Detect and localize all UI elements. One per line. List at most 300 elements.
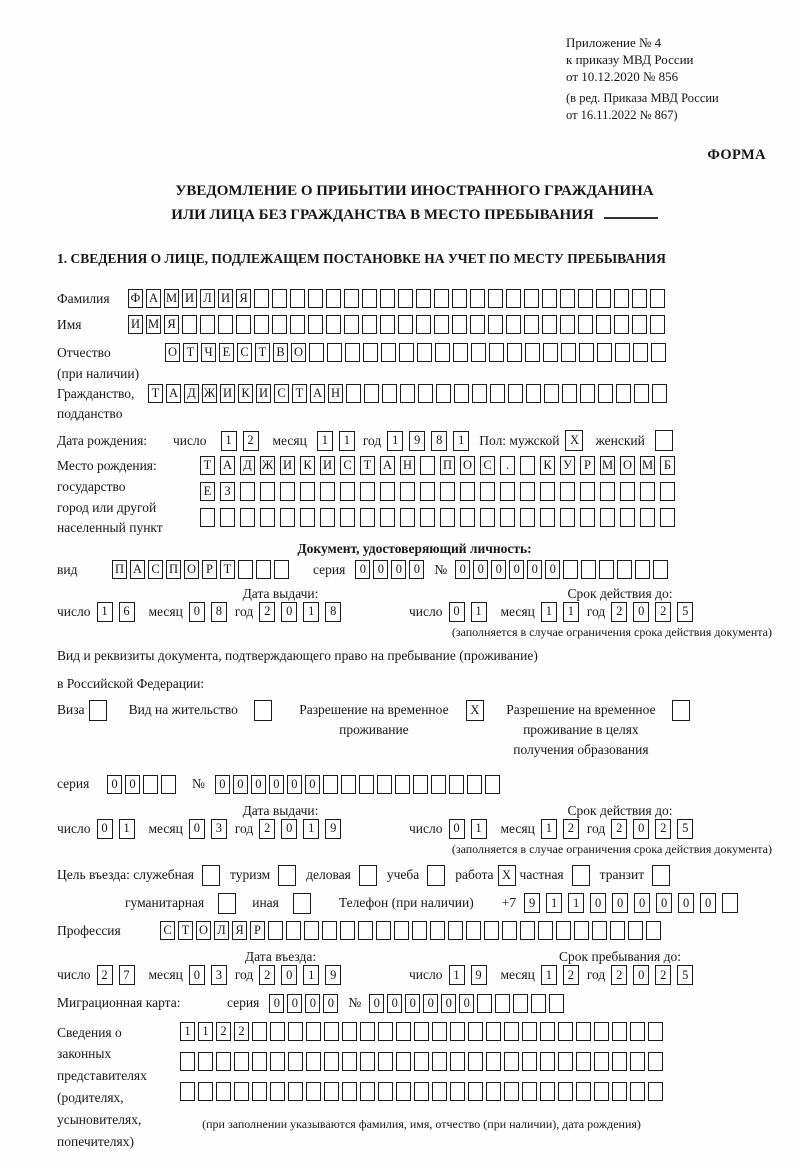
- form-cell[interactable]: [216, 1052, 231, 1071]
- form-cell[interactable]: [346, 384, 361, 403]
- form-cell[interactable]: И: [182, 289, 197, 308]
- form-cell[interactable]: [543, 343, 558, 362]
- form-cell[interactable]: [540, 482, 555, 501]
- form-cell[interactable]: [596, 289, 611, 308]
- form-cell[interactable]: [434, 315, 449, 334]
- form-cell[interactable]: Ж: [260, 456, 275, 475]
- form-cell[interactable]: С: [274, 384, 289, 403]
- form-cell[interactable]: 2: [234, 1022, 249, 1041]
- form-cell[interactable]: [558, 1082, 573, 1101]
- form-cell[interactable]: [340, 921, 355, 940]
- form-cell[interactable]: 0: [409, 560, 424, 579]
- form-cell[interactable]: 0: [305, 994, 320, 1013]
- form-cell[interactable]: [468, 1082, 483, 1101]
- form-cell[interactable]: [89, 700, 107, 721]
- form-cell[interactable]: [660, 482, 675, 501]
- form-cell[interactable]: [414, 1082, 429, 1101]
- form-cell[interactable]: [635, 560, 650, 579]
- form-cell[interactable]: 6: [119, 602, 135, 622]
- form-cell[interactable]: [549, 994, 564, 1013]
- form-cell[interactable]: [489, 343, 504, 362]
- form-cell[interactable]: 1: [303, 602, 319, 622]
- form-cell[interactable]: 0: [441, 994, 456, 1013]
- form-cell[interactable]: Н: [400, 456, 415, 475]
- form-cell[interactable]: [648, 1082, 663, 1101]
- form-cell[interactable]: [524, 315, 539, 334]
- form-cell[interactable]: 2: [216, 1022, 231, 1041]
- form-cell[interactable]: [290, 315, 305, 334]
- form-cell[interactable]: [614, 315, 629, 334]
- form-cell[interactable]: [161, 775, 176, 794]
- form-cell[interactable]: [488, 315, 503, 334]
- form-cell[interactable]: [572, 865, 590, 886]
- form-cell[interactable]: [326, 315, 341, 334]
- form-cell[interactable]: [472, 384, 487, 403]
- form-cell[interactable]: [531, 994, 546, 1013]
- form-cell[interactable]: [560, 315, 575, 334]
- form-cell[interactable]: [256, 560, 271, 579]
- form-cell[interactable]: [416, 289, 431, 308]
- form-cell[interactable]: [486, 1082, 501, 1101]
- form-cell[interactable]: [376, 921, 391, 940]
- form-cell[interactable]: 0: [269, 994, 284, 1013]
- form-cell[interactable]: [342, 1052, 357, 1071]
- form-cell[interactable]: [594, 1022, 609, 1041]
- form-cell[interactable]: [378, 1082, 393, 1101]
- form-cell[interactable]: Ж: [202, 384, 217, 403]
- form-cell[interactable]: 1: [563, 602, 579, 622]
- form-cell[interactable]: [431, 775, 446, 794]
- form-cell[interactable]: Л: [214, 921, 229, 940]
- form-cell[interactable]: 1: [339, 431, 355, 451]
- form-cell[interactable]: [576, 1082, 591, 1101]
- form-cell[interactable]: [414, 1022, 429, 1041]
- form-cell[interactable]: 5: [677, 819, 693, 839]
- form-cell[interactable]: [513, 994, 528, 1013]
- form-cell[interactable]: [288, 1022, 303, 1041]
- form-cell[interactable]: [396, 1082, 411, 1101]
- form-cell[interactable]: [418, 384, 433, 403]
- form-cell[interactable]: [306, 1022, 321, 1041]
- form-cell[interactable]: 9: [409, 431, 425, 451]
- form-cell[interactable]: 1: [453, 431, 469, 451]
- form-cell[interactable]: [270, 1052, 285, 1071]
- form-cell[interactable]: [672, 700, 690, 721]
- form-cell[interactable]: [308, 289, 323, 308]
- form-cell[interactable]: П: [166, 560, 181, 579]
- form-cell[interactable]: [182, 315, 197, 334]
- form-cell[interactable]: [486, 1022, 501, 1041]
- form-cell[interactable]: К: [540, 456, 555, 475]
- form-cell[interactable]: X: [466, 700, 484, 721]
- form-cell[interactable]: 0: [633, 965, 649, 985]
- form-cell[interactable]: О: [291, 343, 306, 362]
- form-cell[interactable]: А: [130, 560, 145, 579]
- form-cell[interactable]: 2: [563, 819, 579, 839]
- form-cell[interactable]: 0: [391, 560, 406, 579]
- form-cell[interactable]: [540, 508, 555, 527]
- form-cell[interactable]: 2: [655, 819, 671, 839]
- form-cell[interactable]: [596, 315, 611, 334]
- form-cell[interactable]: В: [273, 343, 288, 362]
- form-cell[interactable]: 2: [611, 602, 627, 622]
- form-cell[interactable]: [653, 560, 668, 579]
- form-cell[interactable]: А: [380, 456, 395, 475]
- form-cell[interactable]: [342, 1082, 357, 1101]
- form-cell[interactable]: [453, 343, 468, 362]
- form-cell[interactable]: [252, 1082, 267, 1101]
- form-cell[interactable]: 1: [541, 819, 557, 839]
- form-cell[interactable]: Л: [200, 289, 215, 308]
- form-cell[interactable]: [540, 1022, 555, 1041]
- form-cell[interactable]: .: [500, 456, 515, 475]
- form-cell[interactable]: [594, 1052, 609, 1071]
- form-cell[interactable]: 0: [449, 602, 465, 622]
- form-cell[interactable]: Я: [236, 289, 251, 308]
- form-cell[interactable]: [560, 508, 575, 527]
- form-cell[interactable]: [200, 315, 215, 334]
- form-cell[interactable]: [270, 1022, 285, 1041]
- form-cell[interactable]: [272, 289, 287, 308]
- form-cell[interactable]: 0: [405, 994, 420, 1013]
- form-cell[interactable]: [525, 343, 540, 362]
- form-cell[interactable]: [630, 1052, 645, 1071]
- form-cell[interactable]: [324, 1082, 339, 1101]
- form-cell[interactable]: 2: [563, 965, 579, 985]
- form-cell[interactable]: П: [112, 560, 127, 579]
- form-cell[interactable]: Е: [219, 343, 234, 362]
- form-cell[interactable]: 2: [611, 965, 627, 985]
- form-cell[interactable]: 0: [545, 560, 560, 579]
- form-cell[interactable]: [396, 1022, 411, 1041]
- form-cell[interactable]: 3: [211, 965, 227, 985]
- form-cell[interactable]: [504, 1052, 519, 1071]
- form-cell[interactable]: [436, 384, 451, 403]
- form-cell[interactable]: [362, 289, 377, 308]
- form-cell[interactable]: Д: [240, 456, 255, 475]
- form-cell[interactable]: [378, 1052, 393, 1071]
- form-cell[interactable]: 0: [387, 994, 402, 1013]
- form-cell[interactable]: [202, 865, 220, 886]
- form-cell[interactable]: [398, 315, 413, 334]
- form-cell[interactable]: [440, 482, 455, 501]
- form-cell[interactable]: [358, 921, 373, 940]
- form-cell[interactable]: [324, 1022, 339, 1041]
- form-cell[interactable]: [580, 384, 595, 403]
- form-cell[interactable]: 0: [287, 994, 302, 1013]
- form-cell[interactable]: З: [220, 482, 235, 501]
- form-cell[interactable]: [320, 482, 335, 501]
- form-cell[interactable]: 0: [590, 893, 606, 913]
- form-cell[interactable]: 1: [303, 819, 319, 839]
- form-cell[interactable]: [400, 482, 415, 501]
- form-cell[interactable]: [600, 508, 615, 527]
- form-cell[interactable]: С: [340, 456, 355, 475]
- form-cell[interactable]: 1: [198, 1022, 213, 1041]
- form-cell[interactable]: [648, 1052, 663, 1071]
- form-cell[interactable]: [327, 343, 342, 362]
- form-cell[interactable]: [300, 482, 315, 501]
- form-cell[interactable]: 2: [611, 819, 627, 839]
- form-cell[interactable]: [359, 865, 377, 886]
- form-cell[interactable]: С: [480, 456, 495, 475]
- form-cell[interactable]: [610, 921, 625, 940]
- form-cell[interactable]: [395, 775, 410, 794]
- form-cell[interactable]: [520, 482, 535, 501]
- form-cell[interactable]: [254, 289, 269, 308]
- form-cell[interactable]: [432, 1082, 447, 1101]
- form-cell[interactable]: [400, 508, 415, 527]
- form-cell[interactable]: [562, 384, 577, 403]
- form-cell[interactable]: [454, 384, 469, 403]
- form-cell[interactable]: [435, 343, 450, 362]
- form-cell[interactable]: 0: [251, 775, 266, 794]
- form-cell[interactable]: [268, 921, 283, 940]
- form-cell[interactable]: [432, 1052, 447, 1071]
- form-cell[interactable]: И: [320, 456, 335, 475]
- form-cell[interactable]: 0: [269, 775, 284, 794]
- form-cell[interactable]: Р: [202, 560, 217, 579]
- form-cell[interactable]: [413, 775, 428, 794]
- form-cell[interactable]: 0: [633, 602, 649, 622]
- form-cell[interactable]: [470, 315, 485, 334]
- form-cell[interactable]: [508, 384, 523, 403]
- form-cell[interactable]: [293, 893, 311, 914]
- form-cell[interactable]: 7: [119, 965, 135, 985]
- form-cell[interactable]: [452, 289, 467, 308]
- form-cell[interactable]: [579, 343, 594, 362]
- form-cell[interactable]: [520, 508, 535, 527]
- form-cell[interactable]: [448, 921, 463, 940]
- form-cell[interactable]: [630, 1022, 645, 1041]
- form-cell[interactable]: [500, 482, 515, 501]
- form-cell[interactable]: [632, 289, 647, 308]
- form-cell[interactable]: Т: [183, 343, 198, 362]
- form-cell[interactable]: Т: [200, 456, 215, 475]
- form-cell[interactable]: [612, 1022, 627, 1041]
- form-cell[interactable]: [252, 1052, 267, 1071]
- form-cell[interactable]: П: [440, 456, 455, 475]
- form-cell[interactable]: 0: [125, 775, 140, 794]
- form-cell[interactable]: [648, 1022, 663, 1041]
- form-cell[interactable]: [198, 1052, 213, 1071]
- form-cell[interactable]: [655, 430, 673, 451]
- form-cell[interactable]: 0: [373, 560, 388, 579]
- form-cell[interactable]: 2: [97, 965, 113, 985]
- form-cell[interactable]: [260, 482, 275, 501]
- form-cell[interactable]: [380, 482, 395, 501]
- form-cell[interactable]: [363, 343, 378, 362]
- form-cell[interactable]: [218, 893, 236, 914]
- form-cell[interactable]: [652, 865, 670, 886]
- form-cell[interactable]: 0: [189, 819, 205, 839]
- form-cell[interactable]: [362, 315, 377, 334]
- form-cell[interactable]: Т: [292, 384, 307, 403]
- form-cell[interactable]: Ч: [201, 343, 216, 362]
- form-cell[interactable]: Н: [328, 384, 343, 403]
- form-cell[interactable]: Т: [360, 456, 375, 475]
- form-cell[interactable]: 0: [509, 560, 524, 579]
- form-cell[interactable]: [468, 1022, 483, 1041]
- form-cell[interactable]: К: [300, 456, 315, 475]
- form-cell[interactable]: [650, 289, 665, 308]
- form-cell[interactable]: 0: [527, 560, 542, 579]
- form-cell[interactable]: [574, 921, 589, 940]
- form-cell[interactable]: [200, 508, 215, 527]
- form-cell[interactable]: А: [310, 384, 325, 403]
- form-cell[interactable]: 5: [677, 965, 693, 985]
- form-cell[interactable]: [471, 343, 486, 362]
- form-cell[interactable]: [377, 775, 392, 794]
- form-cell[interactable]: [274, 560, 289, 579]
- form-cell[interactable]: М: [146, 315, 161, 334]
- form-cell[interactable]: [558, 1052, 573, 1071]
- form-cell[interactable]: [560, 289, 575, 308]
- form-cell[interactable]: И: [128, 315, 143, 334]
- form-cell[interactable]: 8: [431, 431, 447, 451]
- form-cell[interactable]: [522, 1082, 537, 1101]
- form-cell[interactable]: [449, 775, 464, 794]
- form-cell[interactable]: И: [256, 384, 271, 403]
- form-cell[interactable]: 0: [612, 893, 628, 913]
- form-cell[interactable]: [364, 384, 379, 403]
- form-cell[interactable]: [220, 508, 235, 527]
- form-cell[interactable]: 0: [634, 893, 650, 913]
- form-cell[interactable]: [581, 560, 596, 579]
- form-cell[interactable]: О: [184, 560, 199, 579]
- form-cell[interactable]: Б: [660, 456, 675, 475]
- form-cell[interactable]: [542, 315, 557, 334]
- form-cell[interactable]: 2: [655, 965, 671, 985]
- form-cell[interactable]: [480, 482, 495, 501]
- form-cell[interactable]: [216, 1082, 231, 1101]
- form-cell[interactable]: Т: [178, 921, 193, 940]
- form-cell[interactable]: [412, 921, 427, 940]
- form-cell[interactable]: 0: [491, 560, 506, 579]
- form-cell[interactable]: [578, 289, 593, 308]
- form-cell[interactable]: Т: [148, 384, 163, 403]
- form-cell[interactable]: Ф: [128, 289, 143, 308]
- form-cell[interactable]: 0: [700, 893, 716, 913]
- form-cell[interactable]: [632, 315, 647, 334]
- form-cell[interactable]: [540, 1082, 555, 1101]
- form-cell[interactable]: [650, 315, 665, 334]
- form-cell[interactable]: [598, 384, 613, 403]
- form-cell[interactable]: [633, 343, 648, 362]
- form-cell[interactable]: 2: [259, 965, 275, 985]
- form-cell[interactable]: О: [165, 343, 180, 362]
- form-cell[interactable]: [360, 1052, 375, 1071]
- form-cell[interactable]: [522, 1022, 537, 1041]
- form-cell[interactable]: [180, 1082, 195, 1101]
- form-cell[interactable]: 1: [97, 602, 113, 622]
- form-cell[interactable]: [236, 315, 251, 334]
- form-cell[interactable]: С: [160, 921, 175, 940]
- form-cell[interactable]: 0: [633, 819, 649, 839]
- form-cell[interactable]: [340, 508, 355, 527]
- form-cell[interactable]: [450, 1052, 465, 1071]
- form-cell[interactable]: [616, 384, 631, 403]
- form-cell[interactable]: 0: [455, 560, 470, 579]
- form-cell[interactable]: 1: [180, 1022, 195, 1041]
- form-cell[interactable]: [420, 456, 435, 475]
- form-cell[interactable]: 1: [303, 965, 319, 985]
- form-cell[interactable]: [254, 700, 272, 721]
- form-cell[interactable]: [341, 775, 356, 794]
- form-cell[interactable]: 2: [243, 431, 259, 451]
- form-cell[interactable]: [620, 508, 635, 527]
- form-cell[interactable]: 1: [541, 965, 557, 985]
- form-cell[interactable]: О: [460, 456, 475, 475]
- form-cell[interactable]: [600, 482, 615, 501]
- form-cell[interactable]: 1: [471, 602, 487, 622]
- form-cell[interactable]: [234, 1082, 249, 1101]
- form-cell[interactable]: [450, 1022, 465, 1041]
- form-cell[interactable]: [484, 921, 499, 940]
- form-cell[interactable]: [344, 315, 359, 334]
- form-cell[interactable]: [360, 1082, 375, 1101]
- form-cell[interactable]: [427, 865, 445, 886]
- form-cell[interactable]: [466, 921, 481, 940]
- form-cell[interactable]: [485, 775, 500, 794]
- form-cell[interactable]: [612, 1082, 627, 1101]
- form-cell[interactable]: [326, 289, 341, 308]
- form-cell[interactable]: 0: [107, 775, 122, 794]
- form-cell[interactable]: [280, 482, 295, 501]
- form-cell[interactable]: [434, 289, 449, 308]
- form-cell[interactable]: [460, 482, 475, 501]
- form-cell[interactable]: [234, 1052, 249, 1071]
- form-cell[interactable]: 9: [325, 819, 341, 839]
- form-cell[interactable]: [286, 921, 301, 940]
- form-cell[interactable]: Е: [200, 482, 215, 501]
- form-cell[interactable]: [580, 482, 595, 501]
- form-cell[interactable]: [592, 921, 607, 940]
- form-cell[interactable]: [306, 1052, 321, 1071]
- form-cell[interactable]: [558, 1022, 573, 1041]
- form-cell[interactable]: [542, 289, 557, 308]
- form-cell[interactable]: [280, 508, 295, 527]
- form-cell[interactable]: 2: [259, 602, 275, 622]
- form-cell[interactable]: [143, 775, 158, 794]
- form-cell[interactable]: [520, 921, 535, 940]
- form-cell[interactable]: [504, 1082, 519, 1101]
- form-cell[interactable]: С: [148, 560, 163, 579]
- form-cell[interactable]: 0: [189, 602, 205, 622]
- form-cell[interactable]: [416, 315, 431, 334]
- form-cell[interactable]: [620, 482, 635, 501]
- form-cell[interactable]: [660, 508, 675, 527]
- form-cell[interactable]: [576, 1052, 591, 1071]
- form-cell[interactable]: [300, 508, 315, 527]
- form-cell[interactable]: [288, 1052, 303, 1071]
- form-cell[interactable]: 0: [189, 965, 205, 985]
- form-cell[interactable]: 5: [677, 602, 693, 622]
- form-cell[interactable]: 3: [211, 819, 227, 839]
- form-cell[interactable]: Р: [250, 921, 265, 940]
- form-cell[interactable]: Р: [580, 456, 595, 475]
- form-cell[interactable]: Д: [184, 384, 199, 403]
- form-cell[interactable]: А: [146, 289, 161, 308]
- form-cell[interactable]: [524, 289, 539, 308]
- form-cell[interactable]: [270, 1082, 285, 1101]
- form-cell[interactable]: [612, 1052, 627, 1071]
- form-cell[interactable]: [430, 921, 445, 940]
- form-cell[interactable]: Я: [232, 921, 247, 940]
- form-cell[interactable]: [360, 508, 375, 527]
- form-cell[interactable]: 8: [325, 602, 341, 622]
- form-cell[interactable]: [420, 508, 435, 527]
